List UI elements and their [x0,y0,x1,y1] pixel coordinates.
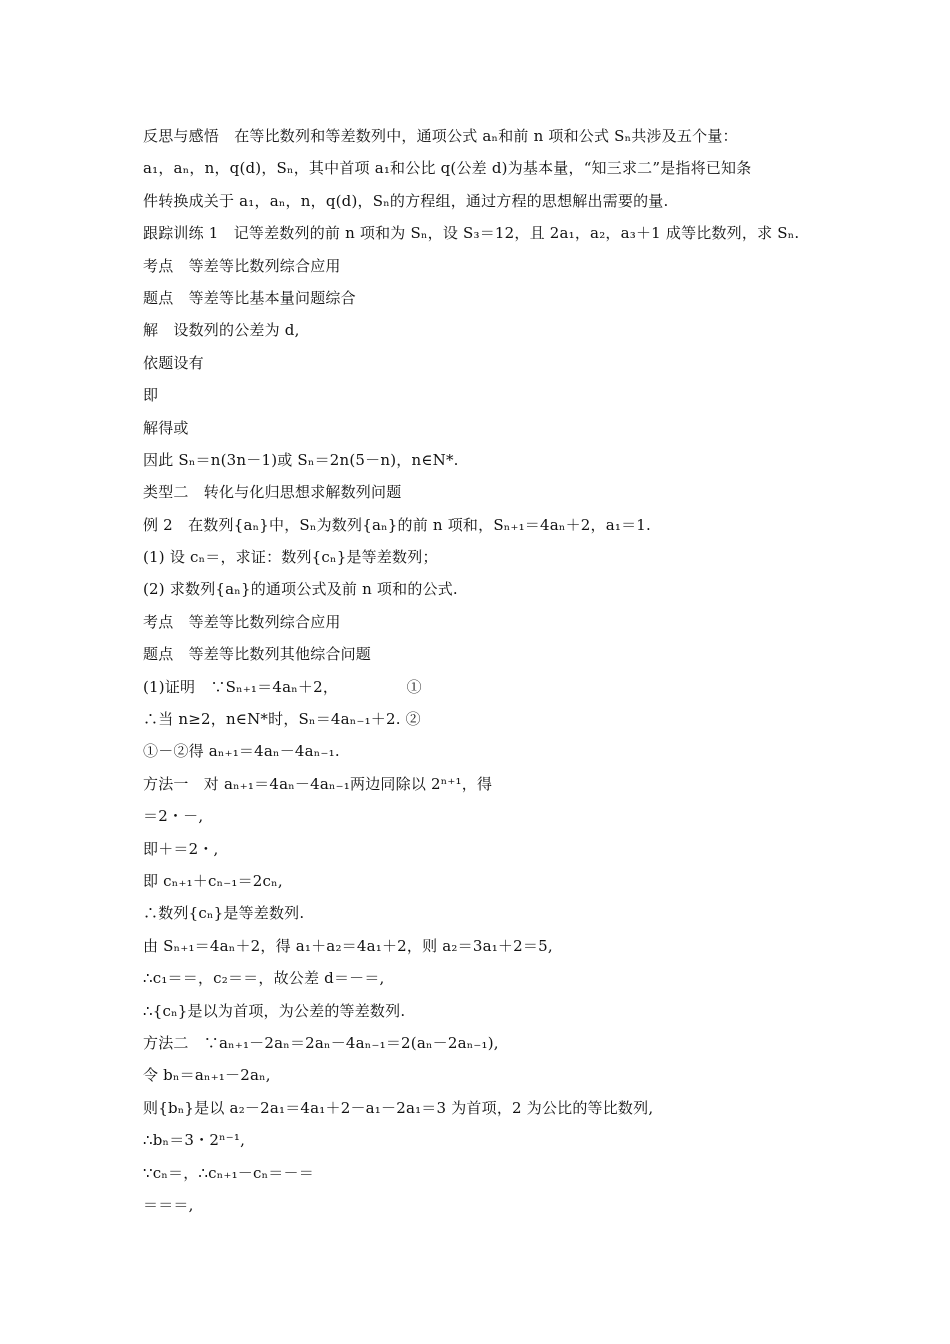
text-line: 令 bₙ＝aₙ₊₁－2aₙ, [143,1066,271,1085]
text-line: 即 [143,386,159,405]
text-line: (2) 求数列{aₙ}的通项公式及前 n 项和的公式. [143,580,458,599]
text-line: 由 Sₙ₊₁＝4aₙ＋2，得 a₁＋a₂＝4a₁＋2，则 a₂＝3a₁＋2＝5, [143,936,553,955]
text-line: ∴数列{cₙ}是等差数列. [143,904,305,923]
text-body [143,120,823,1221]
text-line: ①－②得 aₙ₊₁＝4aₙ－4aₙ₋₁. [143,742,340,761]
text-line: 即 cₙ₊₁＋cₙ₋₁＝2cₙ, [143,871,283,890]
text-line: 因此 Sₙ＝n(3n－1)或 Sₙ＝2n(5－n)，n∈N*. [143,450,459,469]
text-line: 考点 等差等比数列综合应用 [143,256,341,275]
text-line: ＝2・－, [143,807,204,826]
text-line: 反思与感悟 在等比数列和等差数列中，通项公式 aₙ和前 n 项和公式 Sₙ共涉及五个量： [143,127,738,145]
text-line: ∴c₁＝＝，c₂＝＝，故公差 d＝－＝, [143,969,385,988]
text-line: (1)证明 ∵Sₙ₊₁＝4aₙ＋2， ① [143,677,422,696]
text-line: 题点 等差等比数列其他综合问题 [143,645,372,664]
text-line: 考点 等差等比数列综合应用 [143,612,341,631]
text-line: 解得或 [143,418,189,437]
text-line: ∴当 n≥2，n∈N*时，Sₙ＝4aₙ₋₁＋2. ② [143,710,421,729]
text-line: 依题设有 [143,353,204,372]
text-line: 则{bₙ}是以 a₂－2a₁＝4a₁＋2－a₁－2a₁＝3 为首项，2 为公比的等比数列, [143,1098,654,1117]
text-line: 题点 等差等比基本量问题综合 [143,288,356,307]
text-line: ∴bₙ＝3・2ⁿ⁻¹, [143,1131,246,1150]
text-line: ∴{cₙ}是以为首项，为公差的等差数列. [143,1001,406,1020]
text-line: 类型二 转化与化归思想求解数列问题 [143,483,402,502]
text-line: ∵cₙ＝，∴cₙ₊₁－cₙ＝－＝ [143,1163,314,1182]
text-line: ＝＝＝, [143,1195,194,1214]
text-line: (1) 设 cₙ＝，求证：数列{cₙ}是等差数列； [143,548,438,567]
text-line: 方法二 ∵aₙ₊₁－2aₙ＝2aₙ－4aₙ₋₁＝2(aₙ－2aₙ₋₁), [143,1033,499,1052]
text-line: 件转换成关于 a₁，aₙ，n，q(d)，Sₙ的方程组，通过方程的思想解出需要的量. [143,191,669,210]
text-line: 解 设数列的公差为 d, [143,321,300,340]
text-line: 例 2 在数列{aₙ}中，Sₙ为数列{aₙ}的前 n 项和，Sₙ₊₁＝4aₙ＋2，a₁＝1. [143,515,651,534]
text-line: 跟踪训练 1 记等差数列的前 n 项和为 Sₙ，设 S₃＝12，且 2a₁，a₂，a₃＋1 成等比数列，求 Sₙ. [143,224,800,243]
text-line: a₁，aₙ，n，q(d)，Sₙ，其中首项 a₁和公比 q(公差 d)为基本量，“知三求二”是指将已知条 [143,159,752,178]
text-line: 即＋＝2・, [143,839,219,858]
text-line: 方法一 对 aₙ₊₁＝4aₙ－4aₙ₋₁两边同除以 2ⁿ⁺¹，得 [143,774,493,793]
